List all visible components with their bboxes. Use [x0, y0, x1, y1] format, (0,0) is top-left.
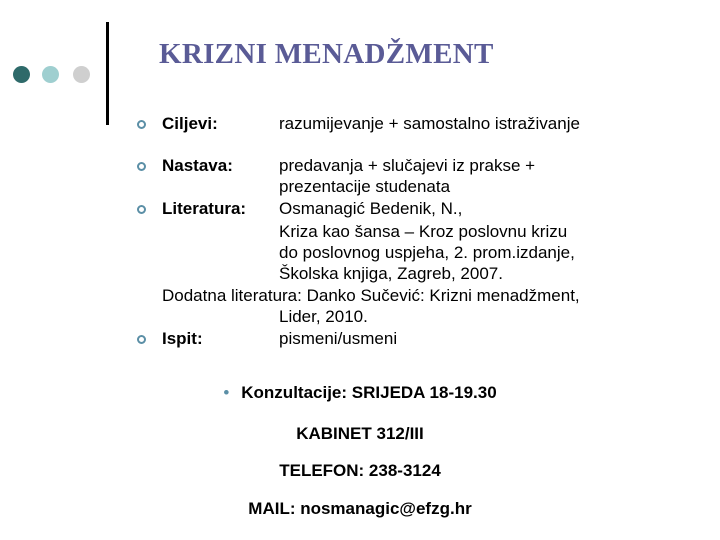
- item-label: Ispit:: [162, 329, 203, 348]
- ring-bullet-icon: [137, 335, 146, 344]
- item-value: pismeni/usmeni: [279, 329, 398, 348]
- kabinet-line: KABINET 312/III: [296, 424, 424, 443]
- literatura-line: Školska knjiga, Zagreb, 2007.: [279, 264, 503, 283]
- dodatna-line: Dodatna literatura: Danko Sučević: Krizni menadžment,: [162, 286, 580, 305]
- konzultacije-text: Konzultacije: SRIJEDA 18-19.30: [241, 383, 497, 402]
- konzultacije-line: [0, 382, 720, 403]
- ring-bullet-icon: [137, 205, 146, 214]
- slide-title: KRIZNI MENADŽMENT: [159, 38, 494, 70]
- literatura-line: Kriza kao šansa – Kroz poslovnu krizu: [279, 222, 568, 241]
- decor-dot-grey: [73, 66, 90, 83]
- bullet-icon: •: [223, 383, 230, 402]
- dodatna-line: Lider, 2010.: [279, 307, 368, 326]
- item-value: Osmanagić Bedenik, N.,: [279, 199, 463, 218]
- ring-bullet-icon: [137, 120, 146, 129]
- item-label: Nastava:: [162, 156, 233, 175]
- mail-line: MAIL: nosmanagic@efzg.hr: [248, 499, 472, 518]
- literatura-line: do poslovnog uspjeha, 2. prom.izdanje,: [279, 243, 575, 262]
- item-label: Literatura:: [162, 199, 247, 218]
- item-value: prezentacije studenata: [279, 177, 451, 196]
- decor-dot-dark: [13, 66, 30, 83]
- decor-dot-light: [42, 66, 59, 83]
- item-value: razumijevanje + samostalno istraživanje: [279, 114, 580, 133]
- telefon-line: TELEFON: 238-3124: [279, 461, 441, 480]
- item-label: Ciljevi:: [162, 114, 218, 133]
- item-value: predavanja + slučajevi iz prakse +: [279, 156, 536, 175]
- decor-vertical-bar: [106, 22, 109, 125]
- ring-bullet-icon: [137, 162, 146, 171]
